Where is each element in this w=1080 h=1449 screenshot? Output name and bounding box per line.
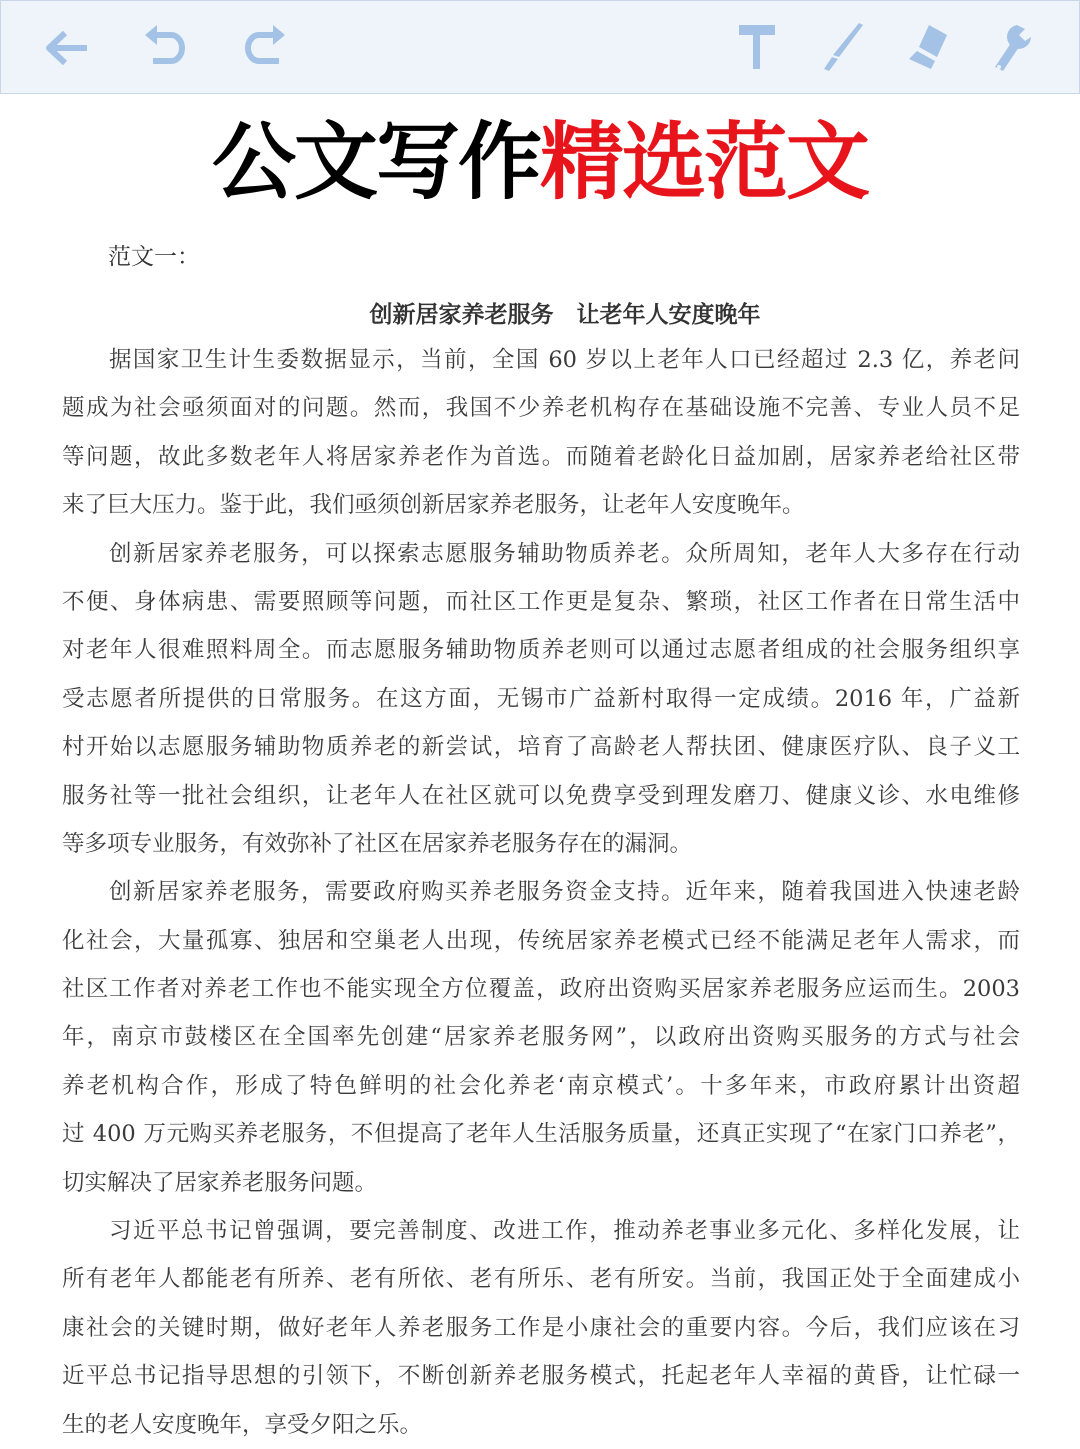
pen-icon[interactable] — [819, 23, 869, 73]
text-line: 所有老年人都能老有所养、老有所依、老有所乐、老有所安。当前，我国正处于全面建成小 — [62, 1266, 1020, 1293]
paragraph — [62, 530, 1020, 869]
back-arrow-icon[interactable] — [43, 23, 93, 73]
text-line: 服务社等一批社会组织，让老年人在社区就可以免费享受到理发磨刀、健康义诊、水电维修 — [62, 782, 1020, 809]
text-line: 据国家卫生计生委数据显示，当前，全国 60 岁以上老年人口已经超过 2.3 亿，养老问 — [109, 347, 1020, 373]
page-title — [0, 112, 1080, 212]
text-line: 年，南京市鼓楼区在全国率先创建“居家养老服务网”，以政府出资购买服务的方式与社会 — [62, 1024, 1020, 1051]
title-red-part: 精选范文 — [540, 112, 869, 211]
sample-label: 范文一： — [108, 244, 200, 270]
text-line: 创新居家养老服务，可以探索志愿服务辅助物质养老。众所周知，老年人大多存在行动 — [109, 540, 1020, 567]
text-line: 近平总书记指导思想的引领下，不断创新养老服务模式，托起老年人幸福的黄昏，让忙碌一 — [62, 1363, 1020, 1390]
paragraph — [62, 868, 1020, 1207]
text-line: 不便、身体病患、需要照顾等问题，而社区工作更是复杂、繁琐，社区工作者在日常生活中 — [62, 588, 1020, 615]
eraser-icon[interactable] — [903, 23, 953, 73]
text-line: 对老年人很难照料周全。而志愿服务辅助物质养老则可以通过志愿者组成的社会服务组织享 — [62, 637, 1020, 664]
text-line: 村开始以志愿服务辅助物质养老的新尝试，培育了高龄老人帮扶团、健康医疗队、良子义工 — [62, 734, 1020, 761]
text-line: 养老机构合作，形成了特色鲜明的社会化养老‘南京模式’。十多年来，市政府累计出资超 — [62, 1072, 1020, 1099]
text-line: 等问题，故此多数老年人将居家养老作为首选。而随着老龄化日益加剧，居家养老给社区带 — [62, 443, 1020, 470]
redo-icon[interactable] — [239, 23, 289, 73]
text-line: 创新居家养老服务，需要政府购买养老服务资金支持。近年来，随着我国进入快速老龄 — [109, 879, 1020, 906]
toolbar — [0, 0, 1080, 94]
wrench-icon[interactable] — [987, 23, 1037, 73]
text-line: 等多项专业服务，有效弥补了社区在居家养老服务存在的漏洞。 — [62, 830, 693, 857]
undo-icon[interactable] — [141, 23, 191, 73]
text-line: 习近平总书记曾强调，要完善制度、改进工作，推动养老事业多元化、多样化发展，让 — [109, 1218, 1020, 1245]
paragraph — [62, 1207, 1020, 1449]
paragraph — [62, 336, 1020, 530]
title-black-part: 公文写作 — [211, 112, 540, 211]
text-line: 来了巨大压力。鉴于此，我们亟须创新居家养老服务，让老年人安度晚年。 — [62, 492, 805, 519]
article-title: 创新居家养老服务 让老年人安度晚年 — [369, 301, 761, 328]
text-line: 受志愿者所提供的日常服务。在这方面，无锡市广益新村取得一定成绩。2016 年，广益新 — [62, 685, 1020, 712]
text-line: 社区工作者对养老工作也不能实现全方位覆盖，政府出资购买居家养老服务应运而生。2003 — [62, 976, 1020, 1003]
article-body — [62, 336, 1020, 1449]
text-line: 过 400 万元购买养老服务，不但提高了老年人生活服务质量，还真正实现了“在家门口养老”， — [62, 1121, 1020, 1148]
text-line: 切实解决了居家养老服务问题。 — [62, 1169, 378, 1196]
text-line: 康社会的关键时期，做好老年人养老服务工作是小康社会的重要内容。今后，我们应该在习 — [62, 1314, 1020, 1341]
text-tool-icon[interactable] — [733, 23, 783, 73]
text-line: 生的老人安度晚年，享受夕阳之乐。 — [62, 1411, 423, 1438]
text-line: 题成为社会亟须面对的问题。然而，我国不少养老机构存在基础设施不完善、专业人员不足 — [62, 395, 1020, 422]
text-line: 化社会，大量孤寡、独居和空巢老人出现，传统居家养老模式已经不能满足老年人需求，而 — [62, 927, 1020, 954]
